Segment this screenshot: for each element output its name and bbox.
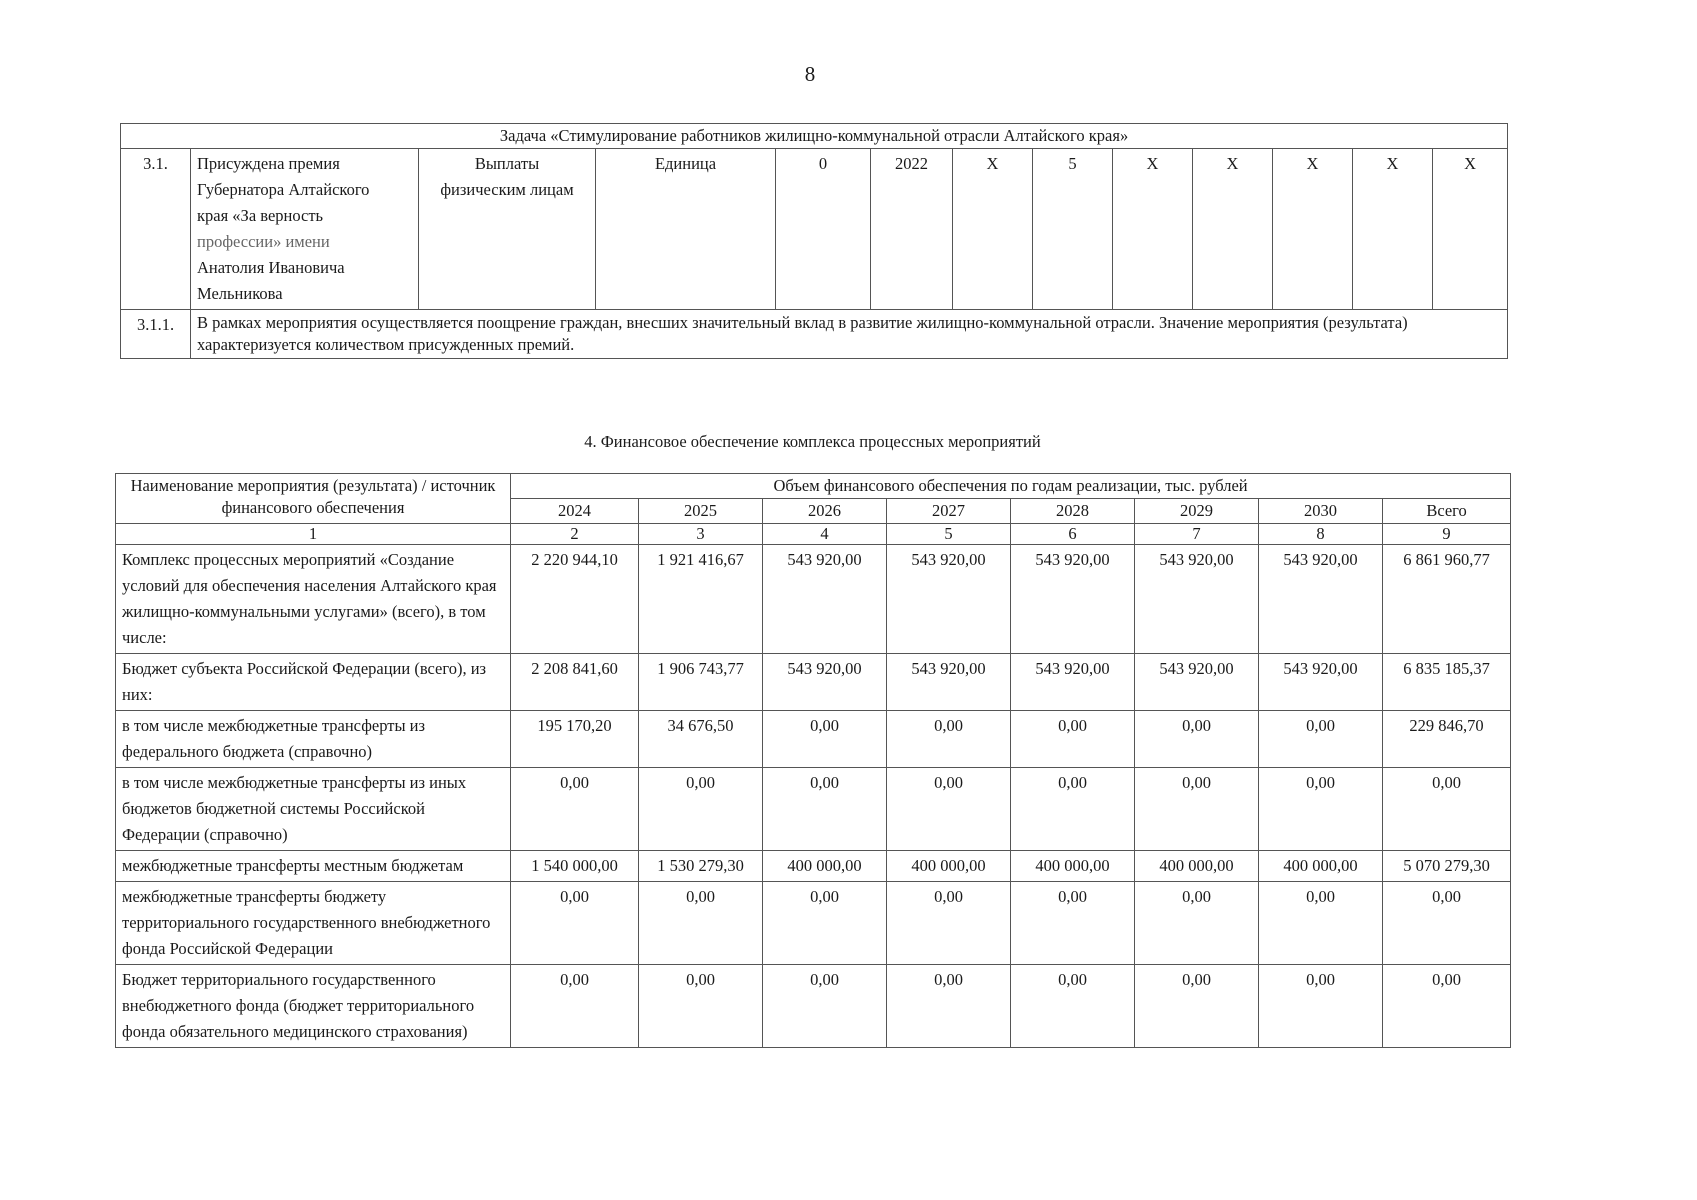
year-header: 2024 <box>511 499 639 524</box>
finance-total-cell: 0,00 <box>1383 965 1511 1048</box>
year-header: 2028 <box>1011 499 1135 524</box>
finance-value-cell: 0,00 <box>1259 768 1383 851</box>
result-name-line: Присуждена премия <box>197 154 340 173</box>
result-name-line: Анатолия Ивановича <box>197 258 345 277</box>
finance-value-cell: 0,00 <box>1259 882 1383 965</box>
total-header: Всего <box>1383 499 1511 524</box>
note-number: 3.1.1. <box>121 310 191 359</box>
finance-value-cell: 0,00 <box>639 965 763 1048</box>
section-title: 4. Финансовое обеспечение комплекса процессных мероприятий <box>584 432 1041 451</box>
finance-table <box>115 473 1511 1048</box>
finance-value-cell: 543 920,00 <box>887 654 1011 711</box>
task-title: Задача «Стимулирование работников жилищно-коммунальной отрасли Алтайского края» <box>121 124 1508 149</box>
result-type <box>419 149 596 310</box>
year-header: 2030 <box>1259 499 1383 524</box>
finance-value-cell: 0,00 <box>511 768 639 851</box>
finance-value-cell: 400 000,00 <box>1259 851 1383 882</box>
finance-value-cell: 0,00 <box>639 768 763 851</box>
year-header: 2026 <box>763 499 887 524</box>
finance-value-cell: 543 920,00 <box>1259 654 1383 711</box>
finance-value-cell: 0,00 <box>1011 711 1135 768</box>
finance-value-cell: 34 676,50 <box>639 711 763 768</box>
column-index: 1 <box>116 524 511 545</box>
result-value: X <box>1433 149 1508 310</box>
column-index: 9 <box>1383 524 1511 545</box>
result-value: 5 <box>1033 149 1113 310</box>
result-value: X <box>1193 149 1273 310</box>
finance-row <box>116 965 1511 1048</box>
result-value: X <box>1273 149 1353 310</box>
finance-row-name: в том числе межбюджетные трансферты из иных бюджетов бюджетной системы Российской Федерации (справочно) <box>116 768 511 851</box>
finance-value-cell: 1 530 279,30 <box>639 851 763 882</box>
finance-total-cell: 229 846,70 <box>1383 711 1511 768</box>
result-name-line: края «За верность <box>197 206 324 225</box>
page-number: 8 <box>804 62 816 86</box>
year-header: 2027 <box>887 499 1011 524</box>
task-result-row <box>121 149 1508 310</box>
finance-value-cell: 1 906 743,77 <box>639 654 763 711</box>
result-value: X <box>953 149 1033 310</box>
column-index: 3 <box>639 524 763 545</box>
finance-total-cell: 6 861 960,77 <box>1383 545 1511 654</box>
finance-row <box>116 768 1511 851</box>
finance-value-cell: 0,00 <box>1259 965 1383 1048</box>
finance-value-cell: 1 921 416,67 <box>639 545 763 654</box>
finance-value-cell: 1 540 000,00 <box>511 851 639 882</box>
finance-value-cell: 400 000,00 <box>1135 851 1259 882</box>
finance-value-cell: 543 920,00 <box>1135 654 1259 711</box>
finance-value-cell: 0,00 <box>1135 768 1259 851</box>
result-name-line: Губернатора Алтайского <box>197 180 370 199</box>
finance-value-cell: 0,00 <box>511 882 639 965</box>
result-value: X <box>1113 149 1193 310</box>
column-index: 2 <box>511 524 639 545</box>
column-index: 4 <box>763 524 887 545</box>
finance-row <box>116 882 1511 965</box>
finance-value-cell: 543 920,00 <box>1011 654 1135 711</box>
finance-value-cell: 0,00 <box>1135 711 1259 768</box>
finance-value-cell: 0,00 <box>763 882 887 965</box>
finance-volume-header: Объем финансового обеспечения по годам реализации, тыс. рублей <box>511 474 1511 499</box>
finance-value-cell: 0,00 <box>639 882 763 965</box>
result-name-line: Мельникова <box>197 284 283 303</box>
task-note-row <box>121 310 1508 359</box>
finance-total-cell: 5 070 279,30 <box>1383 851 1511 882</box>
finance-value-cell: 543 920,00 <box>1259 545 1383 654</box>
finance-row <box>116 654 1511 711</box>
finance-value-cell: 0,00 <box>1011 768 1135 851</box>
finance-total-cell: 6 835 185,37 <box>1383 654 1511 711</box>
finance-value-cell: 0,00 <box>887 965 1011 1048</box>
task-table <box>120 123 1508 359</box>
finance-value-cell: 0,00 <box>511 965 639 1048</box>
finance-value-cell: 0,00 <box>1135 965 1259 1048</box>
year-header: 2029 <box>1135 499 1259 524</box>
result-number: 3.1. <box>121 149 191 310</box>
finance-value-cell: 0,00 <box>763 768 887 851</box>
finance-value-cell: 400 000,00 <box>887 851 1011 882</box>
finance-value-cell: 0,00 <box>1011 965 1135 1048</box>
finance-value-cell: 543 920,00 <box>1135 545 1259 654</box>
result-base-year: 2022 <box>871 149 953 310</box>
result-name-line: профессии» имени <box>197 232 330 251</box>
year-header: 2025 <box>639 499 763 524</box>
finance-total-cell: 0,00 <box>1383 882 1511 965</box>
finance-total-cell: 0,00 <box>1383 768 1511 851</box>
finance-row-name: Комплекс процессных мероприятий «Создание условий для обеспечения населения Алтайского края жилищно-коммунальными услугами» (всего), в том числе: <box>116 545 511 654</box>
result-type-line: Выплаты <box>474 154 540 173</box>
finance-value-cell: 0,00 <box>1259 711 1383 768</box>
finance-row <box>116 545 1511 654</box>
finance-value-cell: 543 920,00 <box>763 545 887 654</box>
result-value: X <box>1353 149 1433 310</box>
column-index: 8 <box>1259 524 1383 545</box>
column-index: 7 <box>1135 524 1259 545</box>
finance-value-cell: 0,00 <box>887 768 1011 851</box>
finance-name-header: Наименование мероприятия (результата) / источник финансового обеспечения <box>116 474 511 524</box>
finance-value-cell: 0,00 <box>887 882 1011 965</box>
column-index-row <box>116 524 1511 545</box>
finance-value-cell: 400 000,00 <box>763 851 887 882</box>
finance-value-cell: 195 170,20 <box>511 711 639 768</box>
finance-value-cell: 2 208 841,60 <box>511 654 639 711</box>
finance-value-cell: 2 220 944,10 <box>511 545 639 654</box>
finance-row-name: Бюджет субъекта Российской Федерации (всего), из них: <box>116 654 511 711</box>
finance-value-cell: 0,00 <box>763 711 887 768</box>
result-name <box>191 149 419 310</box>
finance-value-cell: 0,00 <box>1135 882 1259 965</box>
finance-value-cell: 543 920,00 <box>887 545 1011 654</box>
result-unit: Единица <box>596 149 776 310</box>
result-base-value: 0 <box>776 149 871 310</box>
finance-value-cell: 0,00 <box>1011 882 1135 965</box>
finance-value-cell: 400 000,00 <box>1011 851 1135 882</box>
note-text: В рамках мероприятия осуществляется поощрение граждан, внесших значительный вклад в развитие жилищно-коммунальной отрасли. Значение мероприятия (результата) характеризуется количеством присужденных премий. <box>191 310 1508 359</box>
finance-row <box>116 851 1511 882</box>
finance-value-cell: 0,00 <box>887 711 1011 768</box>
column-index: 5 <box>887 524 1011 545</box>
finance-row <box>116 711 1511 768</box>
result-type-line: физическим лицам <box>440 180 574 199</box>
finance-value-cell: 543 920,00 <box>763 654 887 711</box>
finance-body <box>116 545 1511 1048</box>
finance-row-name: межбюджетные трансферты бюджету территориального государственного внебюджетного фонда Российской Федерации <box>116 882 511 965</box>
finance-row-name: межбюджетные трансферты местным бюджетам <box>116 851 511 882</box>
finance-value-cell: 0,00 <box>763 965 887 1048</box>
column-index: 6 <box>1011 524 1135 545</box>
finance-row-name: в том числе межбюджетные трансферты из федерального бюджета (справочно) <box>116 711 511 768</box>
finance-row-name: Бюджет территориального государственного внебюджетного фонда (бюджет территориального фонда обязательного медицинского страхования) <box>116 965 511 1048</box>
finance-value-cell: 543 920,00 <box>1011 545 1135 654</box>
